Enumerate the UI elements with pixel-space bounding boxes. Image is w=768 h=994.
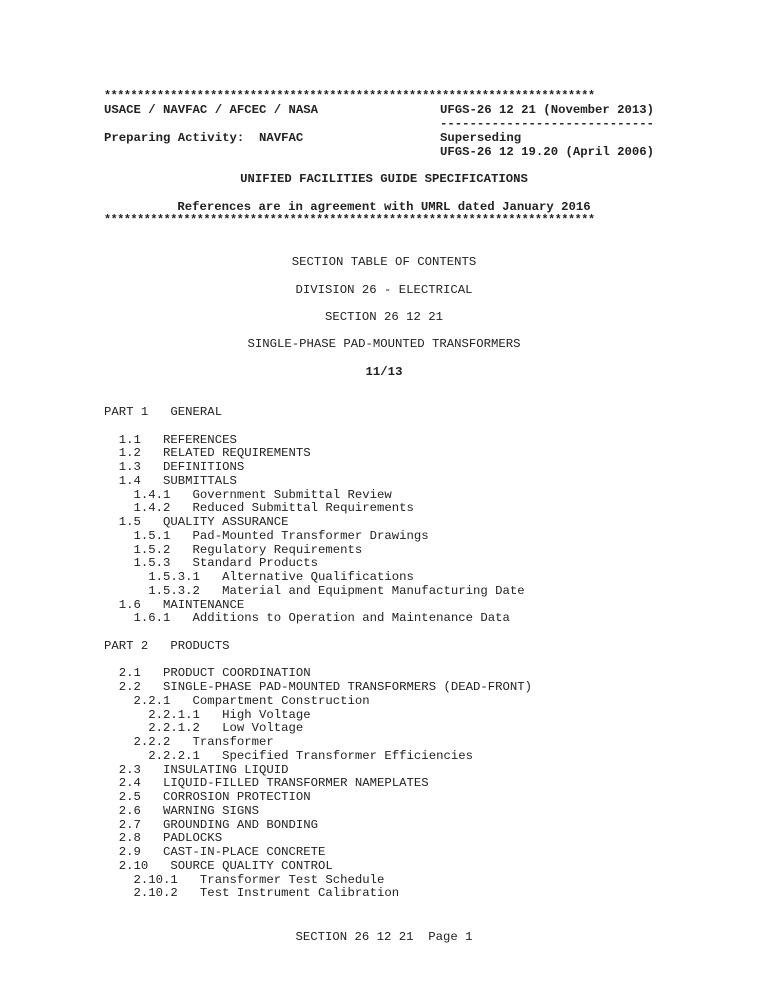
toc-entry: 1.5.1 Pad-Mounted Transformer Drawings [104,528,429,543]
toc-part-heading: PART 1 GENERAL [104,405,223,419]
page-footer: SECTION 26 12 21 Page 1 [295,930,473,944]
toc-entry: 2.7 GROUNDING AND BONDING [104,817,319,832]
section-title: SINGLE-PHASE PAD-MOUNTED TRANSFORMERS [247,337,521,351]
toc-entry: 2.4 LIQUID-FILLED TRANSFORMER NAMEPLATES [104,776,429,791]
header-superseding-label: Superseding [440,131,522,145]
toc-part-heading: PART 2 PRODUCTS [104,638,230,653]
toc-entry: 2.1 PRODUCT COORDINATION [104,666,311,681]
toc-entry: 1.4.1 Government Submittal Review [104,487,392,502]
section-date-code: 11/13 [365,365,403,379]
header-organizations: USACE / NAVFAC / AFCEC / NASA [104,103,319,117]
toc-entry: 1.5.3 Standard Products [104,556,319,571]
toc-entry: 2.10.2 Test Instrument Calibration [104,886,400,901]
toc-entry: 2.2.2 Transformer [104,735,274,749]
toc-entry: 2.2.1 Compartment Construction [104,693,370,708]
references-note: References are in agreement with UMRL dated January 2016 [177,200,591,214]
header-dash-rule: ----------------------------- [440,117,655,131]
header-star-rule-top: ************************************************************************** [104,89,595,103]
toc-entry: 2.5 CORROSION PROTECTION [104,790,311,804]
toc-entry: 1.5.2 Regulatory Requirements [104,542,363,557]
toc-entry: 2.2.2.1 Specified Transformer Efficiencies [104,748,473,763]
table-of-contents [104,406,532,901]
toc-entry: 2.10 SOURCE QUALITY CONTROL [104,858,333,873]
toc-entry: 2.2.1.1 High Voltage [104,707,311,722]
toc-entry: 2.2 SINGLE-PHASE PAD-MOUNTED TRANSFORMERS (DEAD-FRONT) [104,680,533,694]
toc-entry: 2.6 WARNING SIGNS [104,803,259,818]
header-star-rule-bottom: ************************************************************************** [104,213,595,227]
toc-entry: 1.5 QUALITY ASSURANCE [104,515,289,529]
section-number: SECTION 26 12 21 [324,310,444,324]
toc-entry: 1.1 REFERENCES [104,432,237,447]
header-preparing-activity: Preparing Activity: NAVFAC [104,131,304,145]
toc-entry: 2.3 INSULATING LIQUID [104,762,289,777]
toc-entry: 1.6 MAINTENANCE [104,597,245,612]
toc-entry: 2.8 PADLOCKS [104,831,223,846]
toc-entry: 1.4.2 Reduced Submittal Requirements [104,501,414,516]
toc-entry: 1.3 DEFINITIONS [104,460,245,474]
toc-entry: 2.9 CAST-IN-PLACE CONCRETE [104,845,326,859]
toc-entry: 1.4 SUBMITTALS [104,473,237,488]
section-toc-title: SECTION TABLE OF CONTENTS [291,255,477,269]
header-ufgs-number: UFGS-26 12 21 (November 2013) [440,103,655,117]
guide-title: UNIFIED FACILITIES GUIDE SPECIFICATIONS [240,172,528,186]
toc-entry: 1.5.3.1 Alternative Qualifications [104,570,414,584]
toc-entry: 1.5.3.2 Material and Equipment Manufacturing Date [104,583,525,598]
header-superseded-ufgs: UFGS-26 12 19.20 (April 2006) [440,145,655,159]
toc-entry: 1.6.1 Additions to Operation and Maintenance Data [104,611,510,626]
division-title: DIVISION 26 - ELECTRICAL [295,283,473,297]
toc-entry: 1.2 RELATED REQUIREMENTS [104,446,311,461]
toc-entry: 2.2.1.2 Low Voltage [104,721,304,736]
toc-entry: 2.10.1 Transformer Test Schedule [104,872,385,887]
